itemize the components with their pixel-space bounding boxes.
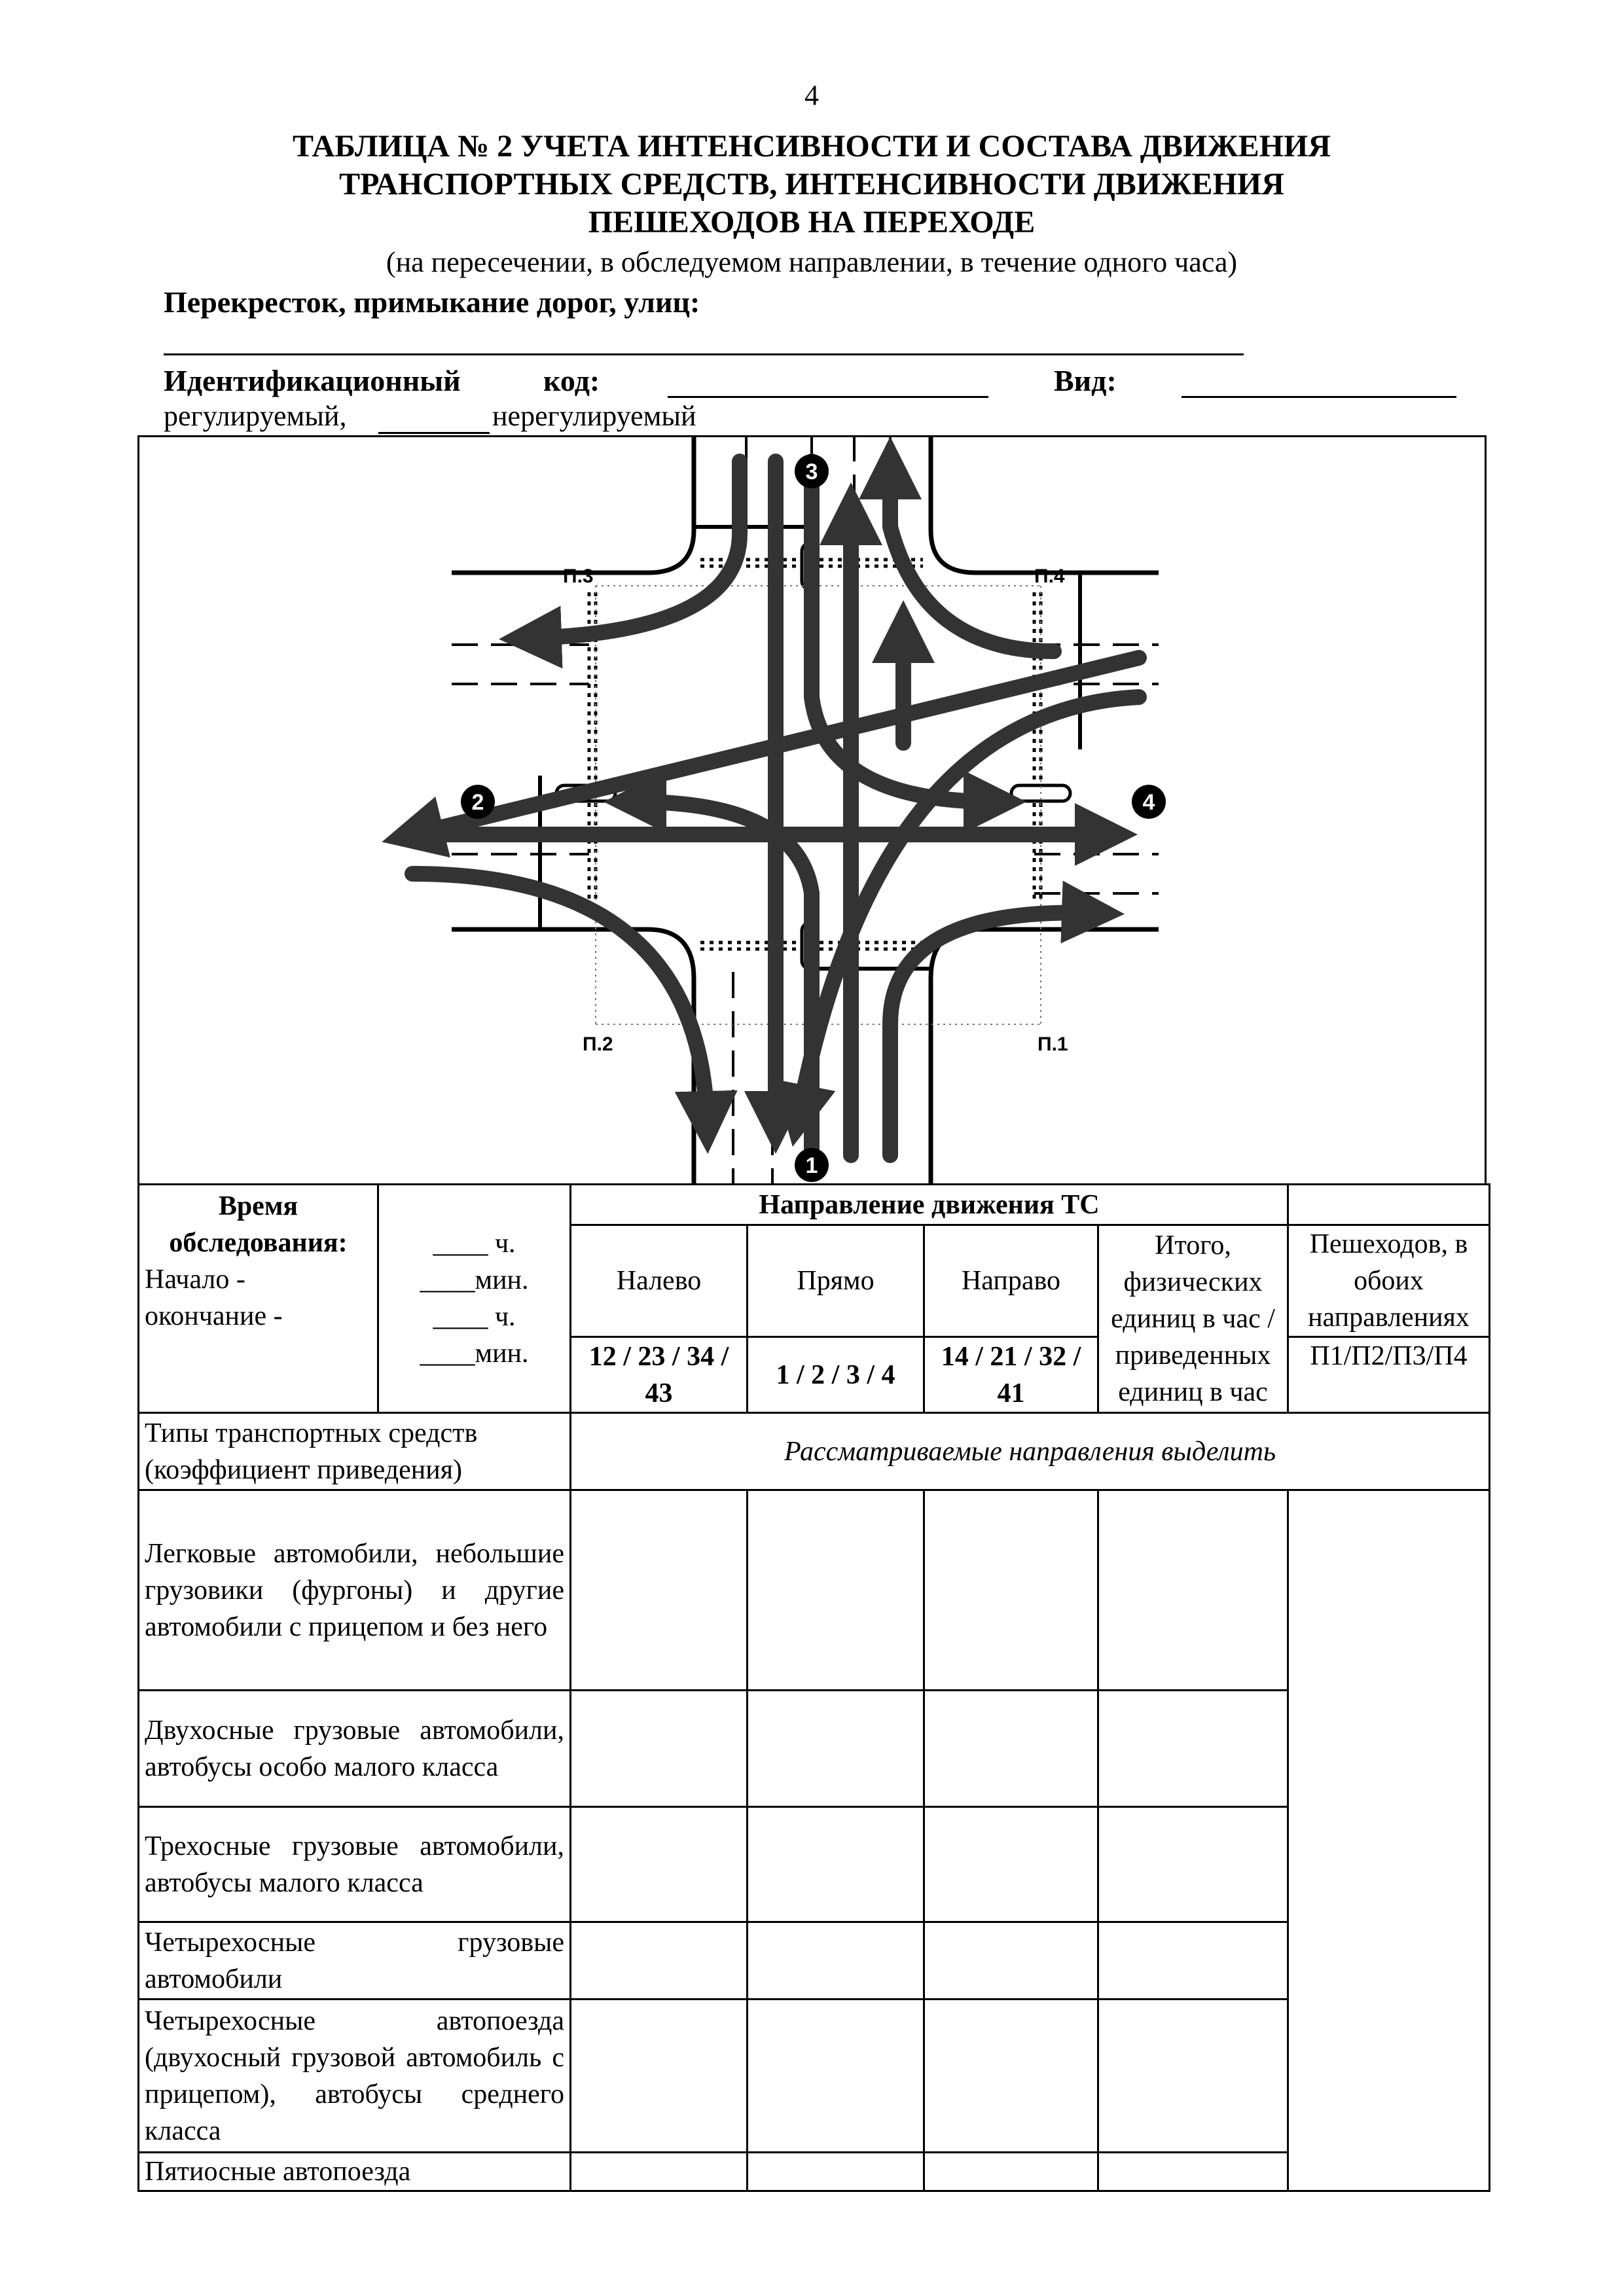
- table-header-row-1: [139, 1185, 1490, 1225]
- id-code-field[interactable]: [668, 396, 988, 398]
- right-codes: 14 / 21 / 32 / 41: [924, 1337, 1098, 1413]
- straight-codes: 1 / 2 / 3 / 4: [748, 1337, 924, 1413]
- left-codes: 12 / 23 / 34 / 43: [571, 1337, 748, 1413]
- cell-straight[interactable]: [748, 1490, 924, 1691]
- cell-right[interactable]: [924, 1490, 1098, 1691]
- table-row: [139, 1922, 1490, 2000]
- row-label: Трехосные грузовые автомобили, автобусы малого класса: [139, 1807, 571, 1922]
- cell-left[interactable]: [571, 2000, 748, 2153]
- cell-left[interactable]: [571, 2153, 748, 2191]
- vehicle-types-row: [139, 1413, 1490, 1490]
- hours-label-2: ч.: [494, 1302, 516, 1332]
- pedestrian-codes: П1/П2/П3/П4: [1288, 1337, 1490, 1413]
- cell-left[interactable]: [571, 1691, 748, 1807]
- traffic-count-table: [137, 1183, 1490, 2192]
- regulated-label: регулируемый,: [164, 400, 347, 432]
- cell-total[interactable]: [1098, 1807, 1288, 1922]
- row-label: Четырехосные грузовые автомобили: [139, 1922, 571, 2000]
- time-header: Время обследования:: [169, 1191, 348, 1258]
- cell-right[interactable]: [924, 1807, 1098, 1922]
- vehicle-types-header: Типы транспортных средств (коэффициент приведения): [139, 1413, 571, 1490]
- table-row: [139, 2000, 1490, 2153]
- highlight-note: Рассматриваемые направления выделить: [571, 1413, 1490, 1490]
- cell-total[interactable]: [1098, 1490, 1288, 1691]
- approach-1-label: 1: [805, 1153, 818, 1178]
- id-code-label: Идентификационный: [164, 364, 461, 397]
- title-line-1: ТАБЛИЦА № 2 УЧЕТА ИНТЕНСИВНОСТИ И СОСТАВА ДВИЖЕНИЯ: [293, 129, 1331, 164]
- cell-right[interactable]: [924, 2000, 1098, 2153]
- approach-3-label: 3: [805, 459, 818, 484]
- row-label: Четырехосные автопоезда (двухосный грузовой автомобиль с прицепом), автобусы среднего класса: [139, 2000, 571, 2153]
- cell-total[interactable]: [1098, 1922, 1288, 2000]
- cell-left[interactable]: [571, 1922, 748, 2000]
- cell-pedestrians[interactable]: [1288, 1490, 1490, 2191]
- minutes-label-1: мин.: [475, 1265, 529, 1295]
- page-title: [131, 128, 1492, 242]
- time-header-cell: [139, 1185, 378, 1413]
- cell-straight[interactable]: [748, 2000, 924, 2153]
- crossing-p2-label: П.2: [583, 1033, 613, 1055]
- table-row: [139, 1490, 1490, 1691]
- col-right: Направо: [924, 1225, 1098, 1337]
- approach-4-label: 4: [1142, 790, 1155, 815]
- col-total: Итого, физических единиц в час / приведенных единиц в час: [1098, 1225, 1288, 1413]
- kind-label: Вид:: [1054, 364, 1117, 397]
- intersection-field-line[interactable]: [164, 353, 1244, 355]
- title-line-2: ТРАНСПОРТНЫХ СРЕДСТВ, ИНТЕНСИВНОСТИ ДВИЖЕНИЯ: [339, 167, 1284, 202]
- empty-header-cell: [1288, 1185, 1490, 1225]
- title-line-3: ПЕШЕХОДОВ НА ПЕРЕХОДЕ: [588, 205, 1036, 240]
- cell-straight[interactable]: [748, 1922, 924, 2000]
- col-pedestrians: Пешеходов, в обоих направлениях: [1288, 1225, 1490, 1337]
- intersection-label: Перекресток, примыкание дорог, улиц:: [164, 285, 700, 319]
- cell-total[interactable]: [1098, 2000, 1288, 2153]
- code-label: код:: [543, 364, 600, 397]
- movement-arrows: [412, 461, 1139, 1155]
- cell-left[interactable]: [571, 1807, 748, 1922]
- table-row: [139, 2153, 1490, 2191]
- table-row: [139, 1807, 1490, 1922]
- approach-2-label: 2: [471, 790, 484, 815]
- cell-left[interactable]: [571, 1490, 748, 1691]
- cell-straight[interactable]: [748, 1807, 924, 1922]
- page-subtitle: (на пересечении, в обследуемом направлении, в течение одного часа): [386, 246, 1238, 278]
- time-values-cell[interactable]: ____ ч. ____мин. ____ ч. ____мин.: [378, 1185, 571, 1413]
- cell-right[interactable]: [924, 2153, 1098, 2191]
- table-row: [139, 1691, 1490, 1807]
- start-label: Начало -: [145, 1265, 245, 1295]
- row-label: Двухосные грузовые автомобили, автобусы особо малого класса: [139, 1691, 571, 1807]
- crossing-p1-label: П.1: [1038, 1033, 1068, 1055]
- row-label: Легковые автомобили, небольшие грузовики (фургоны) и другие автомобили с прицепом и без него: [139, 1490, 571, 1691]
- cell-total[interactable]: [1098, 2153, 1288, 2191]
- hours-label-1: ч.: [494, 1229, 516, 1259]
- row-label: Пятиосные автопоезда: [139, 2153, 571, 2191]
- intersection-diagram: [137, 435, 1489, 1183]
- direction-header: Направление движения ТС: [571, 1185, 1288, 1225]
- cell-total[interactable]: [1098, 1691, 1288, 1807]
- page-number: 4: [804, 79, 819, 111]
- kind-field[interactable]: [1182, 396, 1456, 398]
- unregulated-label: нерегулируемый: [492, 400, 696, 432]
- crossing-p3-label: П.3: [563, 565, 594, 587]
- cell-right[interactable]: [924, 1922, 1098, 2000]
- cell-straight[interactable]: [748, 2153, 924, 2191]
- end-label: окончание -: [145, 1301, 283, 1331]
- col-straight: Прямо: [748, 1225, 924, 1337]
- col-left: Налево: [571, 1225, 748, 1337]
- minutes-label-2: мин.: [475, 1338, 529, 1369]
- cell-right[interactable]: [924, 1691, 1098, 1807]
- cell-straight[interactable]: [748, 1691, 924, 1807]
- regulated-field[interactable]: [378, 432, 490, 434]
- crossing-p4-label: П.4: [1034, 565, 1065, 587]
